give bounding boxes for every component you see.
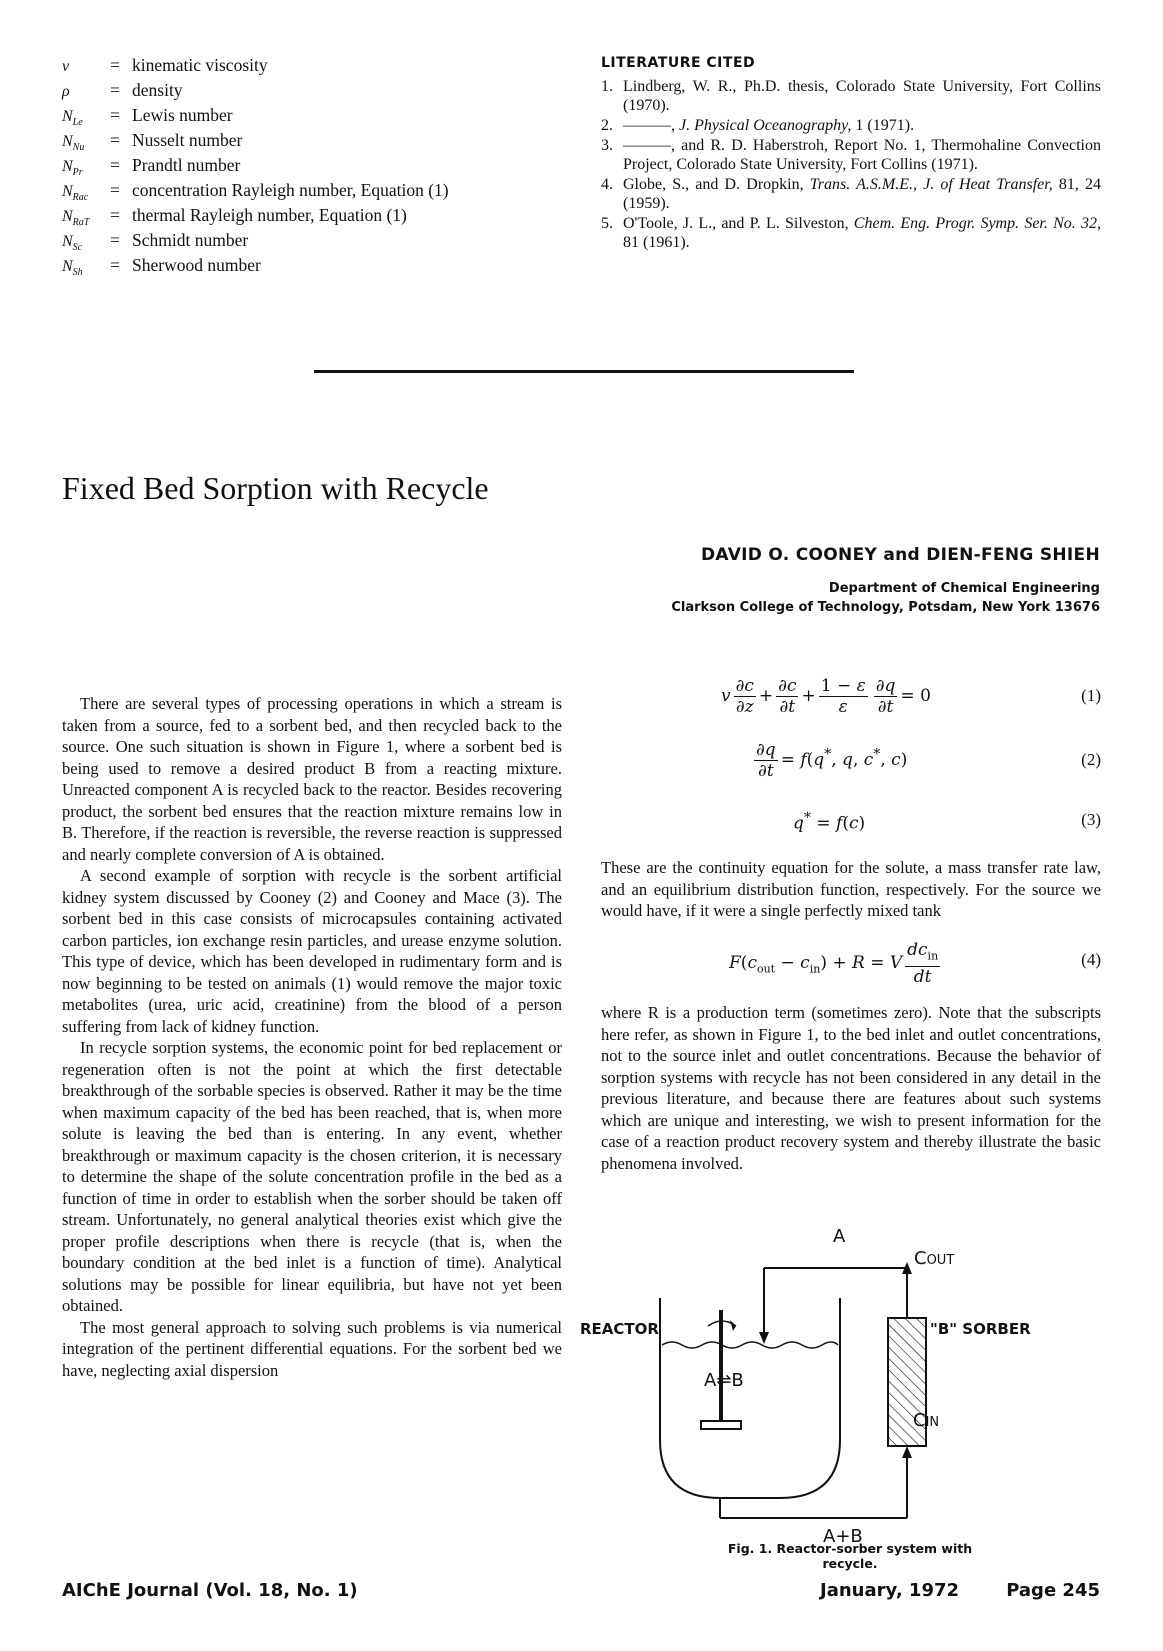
nomenclature-symbol: ν [62, 58, 70, 75]
nomenclature-row [62, 80, 582, 105]
nomenclature-equals: = [110, 180, 120, 200]
nomenclature-symbol: $N_{Sh}$ [62, 258, 83, 279]
nomenclature-definition: Sherwood number [132, 255, 261, 275]
equation-2 [601, 740, 1101, 780]
literature-item [601, 175, 1101, 213]
nomenclature-definition: Lewis number [132, 105, 233, 125]
inlet-arrow-icon [759, 1332, 769, 1344]
paragraph-5: These are the continuity equation for the solute, a mass transfer rate law, and an equilibrium distribution function, respectively. For the source we would have, if it were a single perfectly mixed tank [601, 858, 1101, 920]
literature-item-number: 5. [601, 215, 613, 232]
affiliation-department: Department of Chemical Engineering [828, 581, 1100, 596]
nomenclature-definition: Prandtl number [132, 155, 241, 175]
nomenclature-list [62, 55, 582, 280]
rotation-arrowhead-icon [730, 1320, 736, 1331]
literature-cited [601, 55, 1101, 253]
label-c-in: CIN [913, 1410, 940, 1431]
literature-item-text: Lindberg, W. R., Ph.D. thesis, Colorado State University, Fort Collins (1970). [623, 78, 1101, 114]
literature-item [601, 77, 1101, 115]
paragraph-2: A second example of sorption with recycle is the sorbent artificial kidney system discussed by Cooney (2) and Cooney and Mace (3). The sorbent bed in this case consists of microcapsules containing activated carbon particles, ion exchange resin particles, and urease enzyme solution. This type of device, which has been developed in rudimentary form and is now beginning to be tested on animals (1) would remove the major toxic metabolites (urea, uric acid, creatinine) from the blood of a person suffering from lack of kidney function. [62, 866, 562, 1036]
equation-4 [601, 940, 1101, 988]
footer-date: January, 1972 [820, 1580, 960, 1601]
nomenclature-symbol: $N_{Le}$ [62, 108, 83, 129]
literature-item [601, 136, 1101, 174]
nomenclature-subscript: Sh [72, 267, 83, 279]
section-divider [314, 370, 854, 373]
paragraph-4: The most general approach to solving such problems is via numerical integration of the pertinent differential equations. For the sorbent bed we have, neglecting axial dispersion [62, 1317, 562, 1380]
sorber-inlet-arrow-icon [902, 1446, 912, 1458]
nomenclature-subscript: Rac [72, 192, 89, 204]
literature-item [601, 214, 1101, 252]
nomenclature-equals: = [110, 255, 120, 275]
equation-2-number: (2) [1081, 750, 1101, 769]
nomenclature-symbol: $N_{Rac}$ [62, 183, 89, 204]
nomenclature-subscript: Pr [72, 167, 83, 179]
paragraph-1: There are several types of processing operations in which a stream is taken from a source, fed to a sorbent bed, and then recycled back to the source. One such situation is shown in Figure 1, where a sorbent bed is being used to remove a desired product B from a reacting mixture. Unreacted component A is recycled back to the reactor. Besides recovering product, the sorbent bed ensures that the reaction mixture remains low in B. Therefore, if the reaction is reversible, the reverse reaction is suppressed and nearly complete conversion of A is obtained. [62, 694, 562, 864]
nomenclature-subscript: Sc [72, 242, 83, 254]
literature-item [601, 116, 1101, 135]
literature-item-text: Globe, S., and D. Dropkin, Trans. A.S.M.E., J. of Heat Transfer, 81, 24 (1959). [623, 176, 1102, 212]
nomenclature-row [62, 180, 582, 205]
literature-item-text: ———, and R. D. Haberstroh, Report No. 1, Thermohaline Convection Project, Colorado State University, Fort Collins (1971). [623, 137, 1101, 173]
nomenclature-symbol: $N_{Sc}$ [62, 233, 83, 254]
equation-4-number: (4) [1081, 950, 1101, 969]
liquid-surface [662, 1342, 838, 1348]
right-column-text-top [601, 857, 1101, 922]
figure-caption: Fig. 1. Reactor-sorber system with recycle. [727, 1541, 973, 1571]
equation-1-body: v $\frac{\partial c}{\partial z}$ + $\frac{\partial c}{\partial t}$ + $\frac{1 - \varepsilon}{\varepsilon}$ $\frac{\partial q}{\partial t}$ = 0 [721, 676, 931, 717]
label-a-plus-b: A+B [823, 1526, 863, 1547]
stirrer-impeller [701, 1421, 741, 1429]
nomenclature-row [62, 130, 582, 155]
nomenclature-equals: = [110, 80, 120, 100]
nomenclature-equals: = [110, 105, 120, 125]
reactor-vessel [660, 1298, 840, 1498]
nomenclature-equals: = [110, 130, 120, 150]
paragraph-3: In recycle sorption systems, the economic point for bed replacement or regeneration often is not the point at which the first detectable breakthrough of the sorbable species is observed. Rather it may be the time when maximum capacity of the bed has been reached, that is, when more solute is leaving the bed than is entering. In any event, whether breakthrough or maximum capacity is the chosen criterion, it is necessary to determine the shape of the solute concentration profile in the bed as a function of time in order to establish when the sorber should be taken off stream. Unfortunately, no general analytical theories exist which give the proper profile descriptions when there is recycle (that is, when the boundary condition at the bed inlet is a function of time). Analytical solutions may be possible for linear equilibria, but have not yet been obtained. [62, 1038, 562, 1315]
equation-3-body: q* = f(c) [793, 810, 866, 834]
nomenclature-definition: kinematic viscosity [132, 55, 268, 75]
equation-4-body: $F(c_{out} - c_{in}) + R = V$ $\frac{dc_{in}}{dt}$ [729, 940, 939, 988]
nomenclature-row [62, 105, 582, 130]
reactor-sorber-diagram [600, 1240, 1100, 1540]
literature-item-number: 2. [601, 117, 613, 134]
nomenclature-equals: = [110, 155, 120, 175]
left-column-text [62, 693, 562, 1381]
label-recycle-a: A [833, 1226, 846, 1247]
label-c-out: COUT [914, 1248, 955, 1269]
nomenclature-definition: thermal Rayleigh number, Equation (1) [132, 205, 407, 225]
nomenclature-subscript: RaT [72, 217, 90, 229]
equation-2-body: $\frac{\partial q}{\partial t}$ = f(q*, q, c*, c) [756, 740, 908, 781]
label-sorber: "B" SORBER [930, 1320, 1031, 1338]
nomenclature-equals: = [110, 55, 120, 75]
article-title: Fixed Bed Sorption with Recycle [62, 470, 489, 506]
literature-cited-items [601, 77, 1101, 252]
nomenclature-row [62, 155, 582, 180]
nomenclature-symbol: ρ [62, 83, 70, 100]
equation-3 [601, 806, 1101, 846]
nomenclature-subscript: Nu [72, 142, 85, 154]
nomenclature-symbol: $N_{RaT}$ [62, 208, 90, 229]
article-authors: DAVID O. COONEY and DIEN-FENG SHIEH [701, 545, 1100, 565]
nomenclature-definition: density [132, 80, 183, 100]
footer-journal: AIChE Journal (Vol. 18, No. 1) [62, 1580, 358, 1601]
affiliation-college: Clarkson College of Technology, Potsdam, New York 13676 [671, 600, 1100, 615]
equation-1-number: (1) [1081, 686, 1101, 705]
footer-page-number: Page 245 [1006, 1580, 1100, 1601]
equation-1 [601, 676, 1101, 716]
literature-item-number: 4. [601, 176, 613, 193]
nomenclature-row [62, 205, 582, 230]
label-reaction: A⇌B [704, 1370, 744, 1391]
nomenclature-row [62, 55, 582, 80]
nomenclature-subscript: Le [72, 117, 83, 129]
nomenclature-row [62, 255, 582, 280]
literature-item-text: O'Toole, J. L., and P. L. Silveston, Chem. Eng. Progr. Symp. Ser. No. 32, 81 (1961). [623, 215, 1102, 251]
nomenclature-symbol: $N_{Nu}$ [62, 133, 85, 154]
literature-item-number: 3. [601, 137, 613, 154]
figure-1 [580, 1226, 1100, 1547]
nomenclature-definition: Nusselt number [132, 130, 243, 150]
nomenclature-symbol: $N_{Pr}$ [62, 158, 83, 179]
label-reactor: REACTOR [580, 1320, 659, 1338]
nomenclature-equals: = [110, 205, 120, 225]
nomenclature-equals: = [110, 230, 120, 250]
literature-item-number: 1. [601, 78, 613, 95]
literature-cited-heading: LITERATURE CITED [601, 55, 756, 71]
nomenclature-definition: Schmidt number [132, 230, 249, 250]
nomenclature-definition: concentration Rayleigh number, Equation (1) [132, 180, 449, 200]
nomenclature-row [62, 230, 582, 255]
equation-3-number: (3) [1081, 810, 1101, 829]
literature-item-text: ———, J. Physical Oceanography, 1 (1971). [623, 117, 915, 134]
right-column-text-mid [601, 1002, 1101, 1174]
paragraph-6: where R is a production term (sometimes zero). Note that the subscripts here refer, as shown in Figure 1, to the bed inlet and outlet concentrations, not to the source inlet and outlet concentrations. Because the behavior of sorption systems with recycle has not been considered in any detail in the previous literature, and because there are features about such systems which are unique and interesting, we wish to present information for the case of a reaction product recovery system and thereby illustrate the basic phenomena involved. [601, 1003, 1101, 1173]
